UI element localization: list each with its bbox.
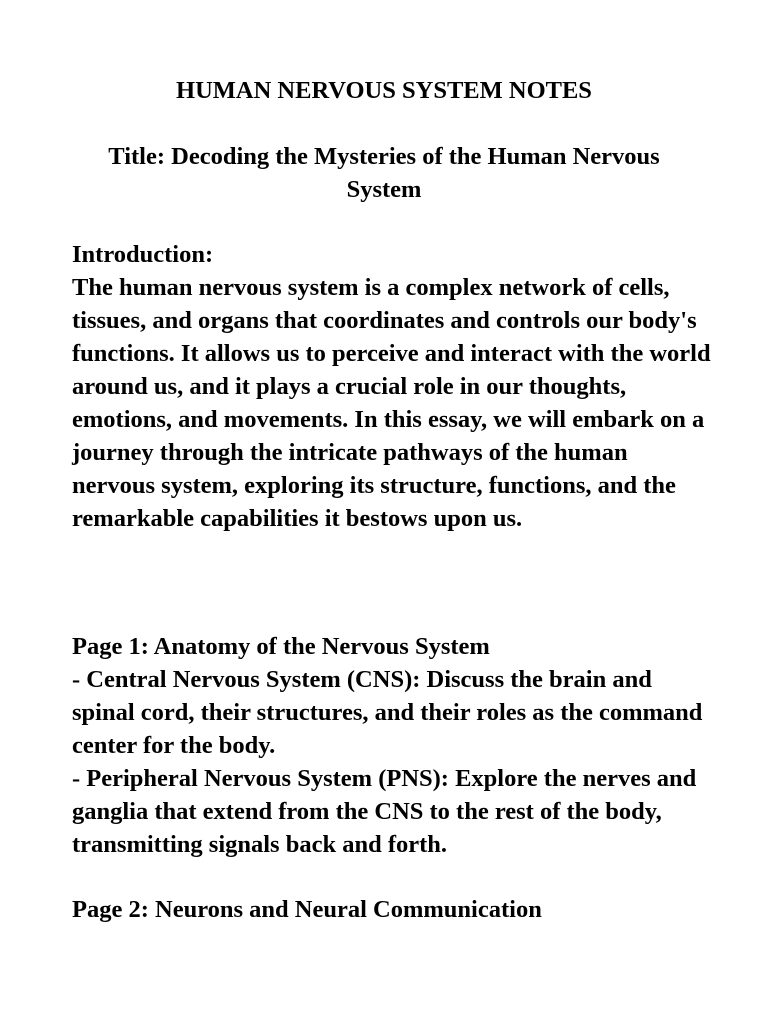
page1-heading: Page 1: Anatomy of the Nervous System bbox=[72, 633, 490, 660]
page1-list-item-pns: - Peripheral Nervous System (PNS): Explore the nerves and ganglia that extend from the CNS to the rest of the body, transmitting signals back and forth. bbox=[72, 765, 697, 858]
introduction-paragraph: The human nervous system is a complex network of cells, tissues, and organs that coordinates and controls our body's functions. It allows us to perceive and interact with the world around us, and it plays a crucial role in our thoughts, emotions, and movements. In this essay, we will embark on a journey through the intricate pathways of the human nervous system, exploring its structure, functions, and the remarkable capabilities it bestows upon us. bbox=[72, 274, 711, 532]
document-heading: HUMAN NERVOUS SYSTEM NOTES bbox=[176, 77, 592, 104]
introduction-label: Introduction: bbox=[72, 241, 214, 268]
page2-heading: Page 2: Neurons and Neural Communication bbox=[72, 896, 542, 923]
document-title: Title: Decoding the Mysteries of the Human Nervous System bbox=[108, 143, 660, 203]
page1-list-item-cns: - Central Nervous System (CNS): Discuss the brain and spinal cord, their structures, and their roles as the command center for the body. bbox=[72, 666, 703, 759]
